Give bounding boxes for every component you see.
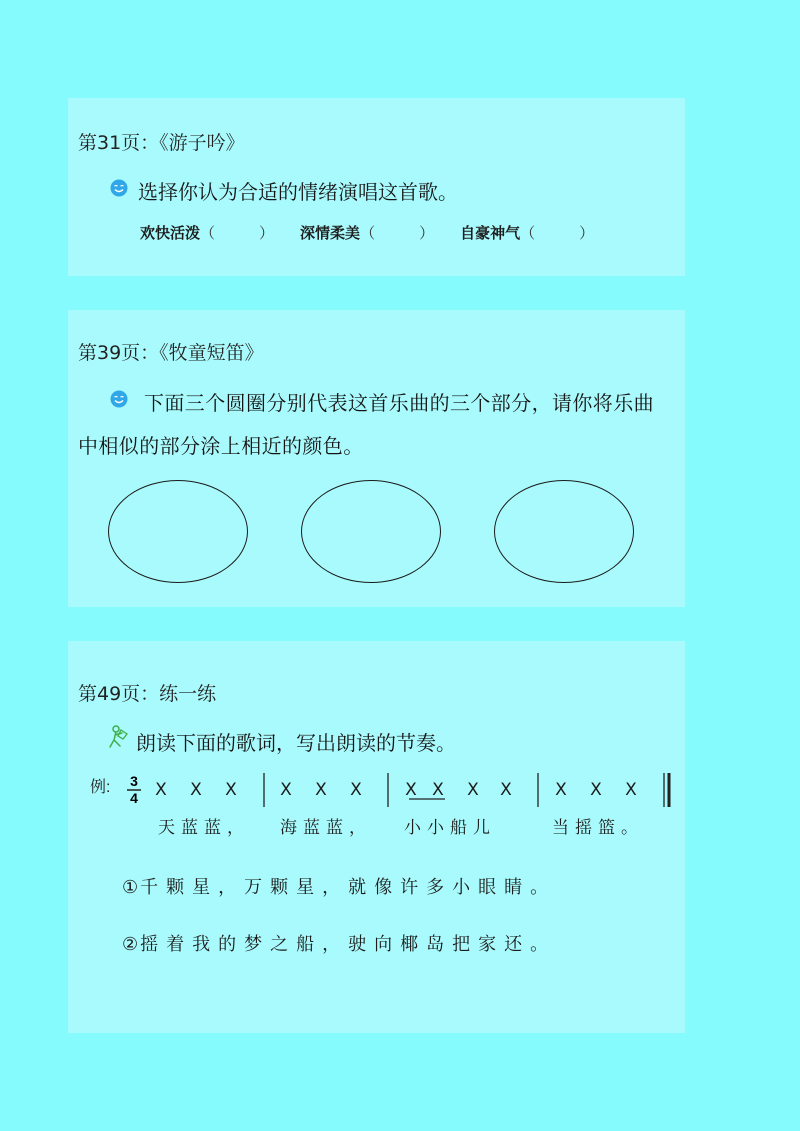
time-signature-top: 3 (130, 773, 138, 789)
rhythm-note-m4-1: X (555, 780, 567, 800)
sentence-text: 千颗星，万颗星，就像许多小眼睛。 (140, 877, 557, 898)
rhythm-note-m1-2: X (190, 780, 202, 800)
instruction-line-1: 下面三个圆圈分别代表这首乐曲的三个部分，请你将乐曲 (144, 391, 654, 415)
page-title: 第49页：练一练 (78, 683, 217, 705)
rhythm-note-m3-1: X (405, 780, 417, 800)
option-label: 欢快活泼 (140, 224, 201, 242)
sentence-2 (122, 930, 556, 956)
section-card-mutongduandi (68, 310, 685, 607)
coloring-circle-3[interactable] (494, 480, 634, 583)
rhythm-note-m3-2: X (432, 780, 444, 800)
rhythm-note-m1-1: X (155, 780, 167, 800)
example-label: 例: (90, 779, 111, 796)
sentence-1 (122, 873, 556, 899)
sentence-number: ② (122, 934, 139, 955)
rhythm-notes (155, 780, 637, 800)
lyric-measure-2: 海蓝蓝， (280, 818, 372, 838)
page-title: 第31页：《游子吟》 (78, 132, 245, 154)
instruction-text: 朗读下面的歌词，写出朗读的节奏。 (136, 731, 456, 755)
rhythm-note-m4-2: X (590, 780, 602, 800)
rhythm-note-m4-3: X (625, 780, 637, 800)
lyric-measure-1: 天蓝蓝， (158, 818, 250, 838)
coloring-circle-2[interactable] (301, 480, 441, 583)
rhythm-note-m2-2: X (315, 780, 327, 800)
section-card-practice (68, 641, 685, 1033)
option-label: 深情柔美 (300, 224, 361, 242)
option-label: 自豪神气 (460, 224, 521, 242)
section-card-youziyin (68, 98, 685, 276)
instruction-line-2: 中相似的部分涂上相近的颜色。 (78, 434, 364, 458)
lyric-measure-3: 小小船儿 (404, 818, 496, 838)
option-1[interactable]: 欢快活泼（ ） (140, 224, 275, 242)
instruction-text: 选择你认为合适的情绪演唱这首歌。 (138, 180, 458, 204)
rhythm-note-m2-1: X (280, 780, 292, 800)
option-3[interactable]: 自豪神气（ ） (460, 224, 595, 242)
emotion-options (140, 222, 594, 243)
time-signature-bottom: 4 (130, 790, 138, 806)
rhythm-note-m3-3: X (467, 780, 479, 800)
rhythm-note-m2-3: X (350, 780, 362, 800)
coloring-circle-1[interactable] (108, 480, 248, 583)
smiley-icon (110, 390, 128, 408)
page-title: 第39页：《牧童短笛》 (78, 342, 264, 364)
option-2[interactable]: 深情柔美（ ） (300, 224, 435, 242)
smiley-icon (110, 179, 128, 197)
rhythm-note-m1-3: X (225, 780, 237, 800)
reading-person-icon (108, 725, 130, 749)
sentence-number: ① (122, 877, 139, 898)
sentence-text: 摇着我的梦之船，驶向椰岛把家还。 (140, 934, 557, 955)
rhythm-note-m3-4: X (500, 780, 512, 800)
lyric-measure-4: 当摇篮。 (552, 818, 644, 838)
